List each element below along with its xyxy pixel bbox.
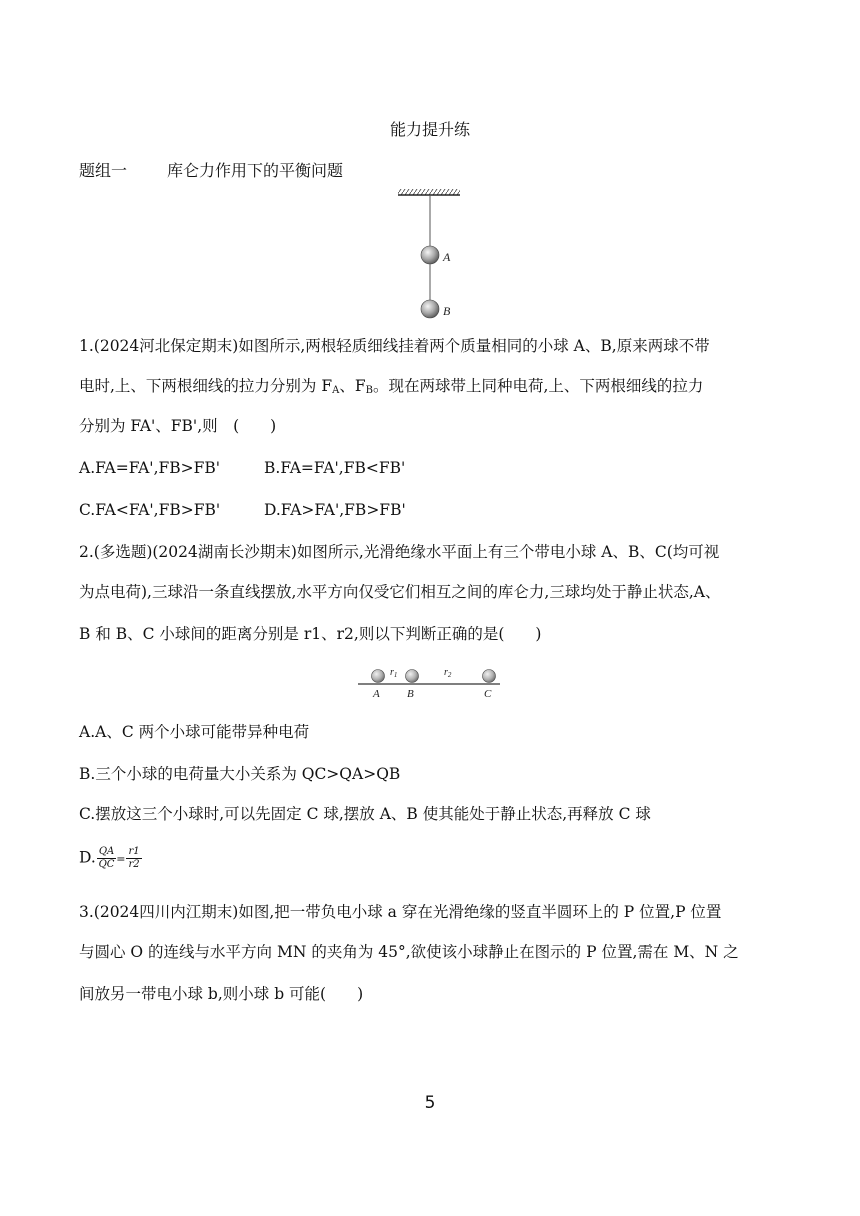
fraction-r: $\frac{r1}{r2}$ [128, 846, 140, 870]
figure-hanging-balls [395, 186, 465, 322]
q1-line3: 分别为 FA'、FB',则 ( ) [79, 417, 277, 435]
ball-b [406, 670, 419, 683]
q2-option-d: D. $\frac{QA}{QC}$ = $\frac{r1}{r2}$ [79, 846, 140, 870]
section-heading [79, 158, 343, 181]
q2-line2: 为点电荷),三球沿一条直线摆放,水平方向仅受它们相互之间的库仑力,三球均处于静止状态,A、 [79, 583, 721, 601]
q1-options-row1 [79, 458, 220, 478]
q3-line3: 间放另一带电小球 b,则小球 b 可能( ) [79, 985, 364, 1003]
label-r1: $r_1$ [390, 667, 398, 679]
q1-line1: 1.(2024河北保定期末)如图所示,两根轻质细线挂着两个质量相同的小球 A、B,原来两球不带 [79, 337, 710, 355]
section-label: 题组一 [79, 161, 128, 180]
q2-option-c: C.摆放这三个小球时,可以先固定 C 球,摆放 A、B 使其能处于静止状态,再释放 C 球 [79, 805, 651, 823]
label-a: A [443, 250, 451, 264]
ball-a [421, 246, 439, 264]
q1-line2: 电时,上、下两根细线的拉力分别为 $F_A$、$F_B$。现在两球带上同种电荷,上、下两根细线的拉力 [79, 377, 704, 396]
label-a: A [373, 688, 380, 700]
q2-line3: B 和 B、C 小球间的距离分别是 r1、r2,则以下判断正确的是( ) [79, 625, 542, 643]
section-topic: 库仑力作用下的平衡问题 [167, 161, 344, 180]
ball-b [421, 300, 439, 318]
q3-line1: 3.(2024四川内江期末)如图,把一带负电小球 a 穿在光滑绝缘的竖直半圆环上的 P 位置,P 位置 [79, 903, 722, 921]
q1-option-a: A.FA=FA',FB>FB' [79, 459, 221, 477]
q1-option-d: D.FA>FA',FB>FB' [264, 501, 406, 519]
label-b: B [407, 688, 414, 700]
q2-option-b: B.三个小球的电荷量大小关系为 QC>QA>QB [79, 765, 401, 783]
label-r2: $r_2$ [444, 667, 452, 679]
label-c: C [484, 688, 492, 700]
page-number: 5 [424, 1093, 436, 1113]
label-b: B [443, 304, 451, 318]
ball-a [372, 670, 385, 683]
figure-three-balls [356, 664, 504, 702]
page-title: 能力提升练 [389, 120, 470, 139]
q2-line1: 2.(多选题)(2024湖南长沙期末)如图所示,光滑绝缘水平面上有三个带电小球 A、B、C(均可视 [79, 543, 720, 561]
q3-line2: 与圆心 O 的连线与水平方向 MN 的夹角为 45°,欲使该小球静止在图示的 P 位置,需在 M、N 之 [79, 943, 739, 961]
ceiling-hatch [398, 189, 460, 195]
q2-option-a: A.A、C 两个小球可能带异种电荷 [79, 723, 310, 741]
q1-option-b: B.FA=FA',FB<FB' [264, 459, 406, 477]
fraction-q: $\frac{QA}{QC}$ [98, 846, 115, 870]
ball-c [483, 670, 496, 683]
q1-option-c: C.FA<FA',FB>FB' [79, 501, 221, 519]
